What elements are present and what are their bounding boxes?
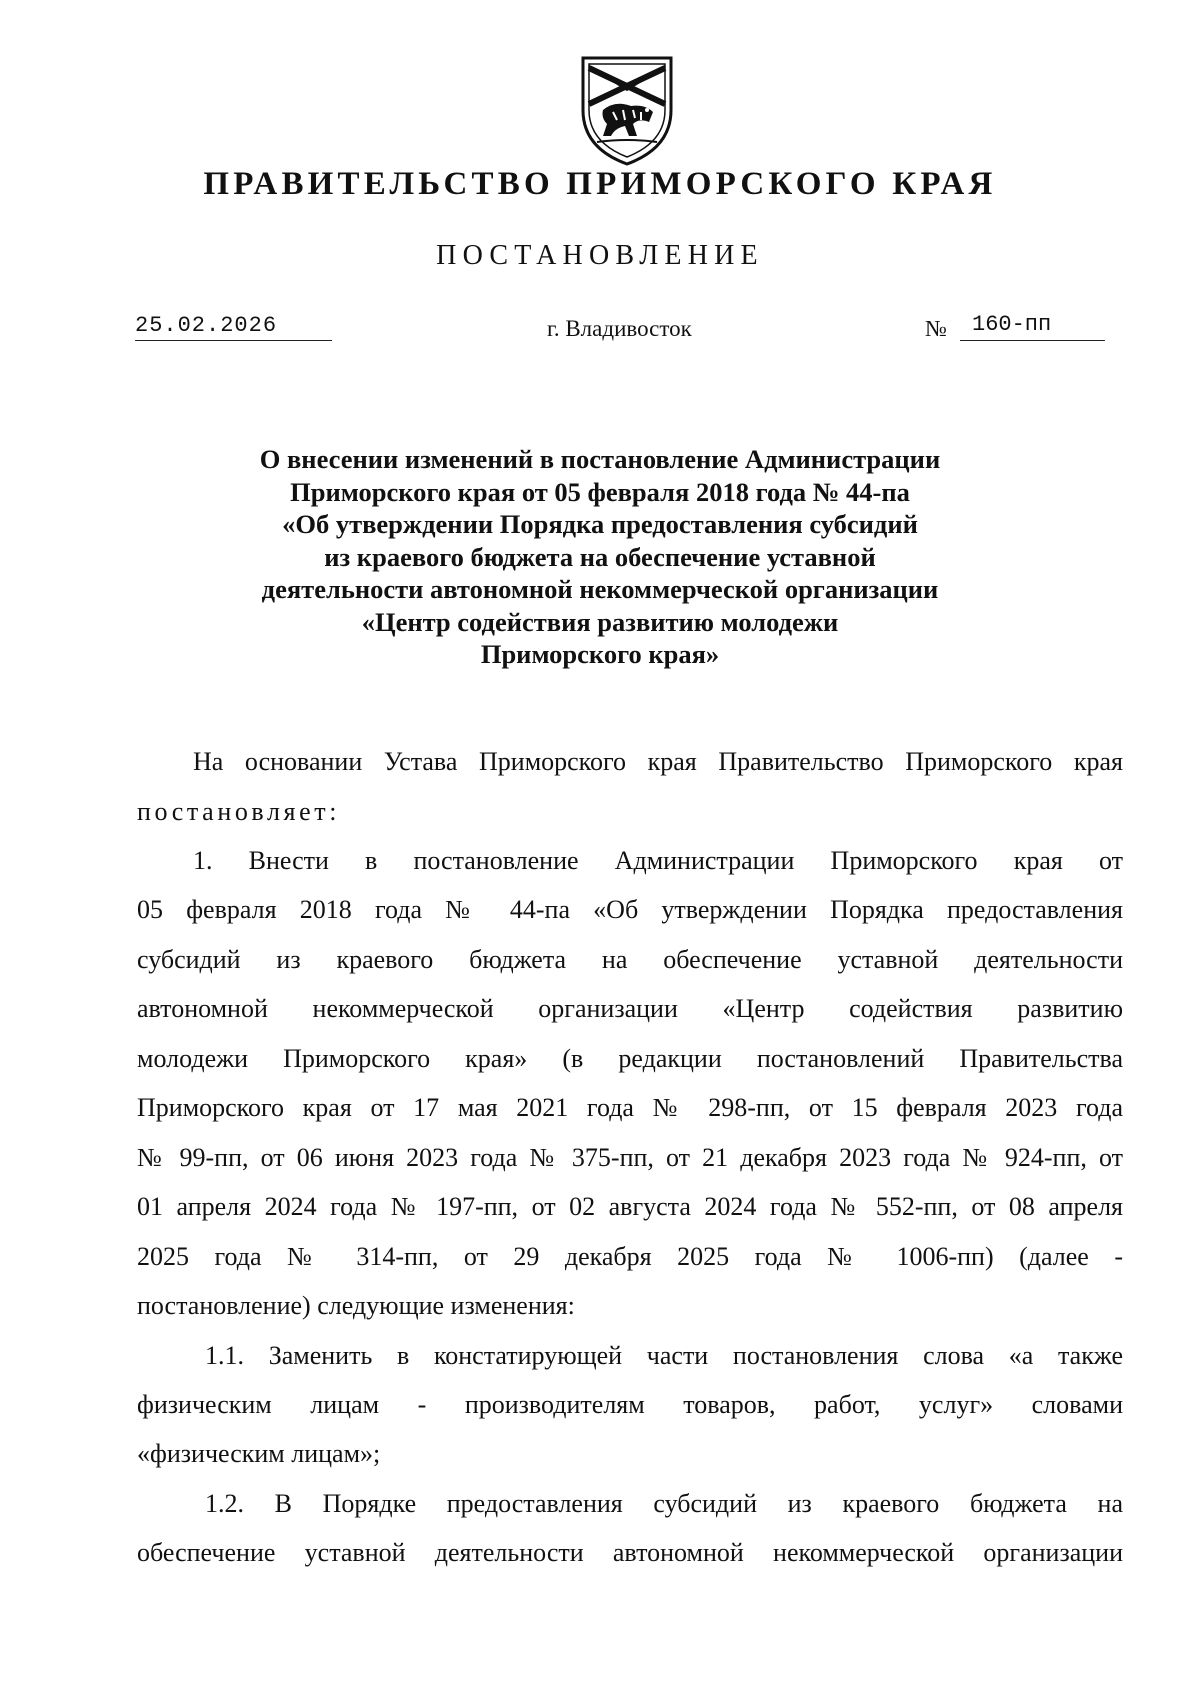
title-line: Приморского края от 05 февраля 2018 года № 44-па <box>290 476 910 507</box>
body-line: физическим лицам - производителям товаров, работ, услуг» словами <box>137 1390 1123 1419</box>
number-sign: № <box>925 316 947 341</box>
title-line: «Центр содействия развитию молодежи <box>361 606 839 637</box>
coat-of-arms-emblem <box>575 48 679 170</box>
body-line: 1. Внести в постановление Администрации Приморского края от <box>193 846 1123 875</box>
organization-name: ПРАВИТЕЛЬСТВО ПРИМОРСКОГО КРАЯ <box>203 166 997 202</box>
body-line: постановление) следующие изменения: <box>137 1291 575 1320</box>
body-line: № 99-пп, от 06 июня 2023 года № 375-пп, от 21 декабря 2023 года № 924-пп, от <box>137 1143 1123 1172</box>
body-line: На основании Устава Приморского края Правительство Приморского края <box>193 747 1123 776</box>
body-line: 05 февраля 2018 года № 44-па «Об утверждении Порядка предоставления <box>137 895 1123 924</box>
title-line: из краевого бюджета на обеспечение уставной <box>324 541 876 572</box>
document-date: 25.02.2026 <box>135 313 332 341</box>
body-line: «физическим лицам»; <box>137 1439 381 1468</box>
title-line: деятельности автономной некоммерческой организации <box>261 574 939 604</box>
document-type: ПОСТАНОВЛЕНИЕ <box>436 240 764 271</box>
body-line: 01 апреля 2024 года № 197-пп, от 02 августа 2024 года № 552-пп, от 08 апреля <box>137 1192 1123 1221</box>
document-title <box>150 443 1050 671</box>
body-line: 1.2. В Порядке предоставления субсидий из краевого бюджета на <box>205 1489 1123 1518</box>
body-line: обеспечение уставной деятельности автономной некоммерческой организации <box>137 1538 1123 1567</box>
body-line: молодежи Приморского края» (в редакции постановлений Правительства <box>137 1044 1123 1073</box>
title-line: «Об утверждении Порядка предоставления субсидий <box>282 509 918 539</box>
body-line: автономной некоммерческой организации «Центр содействия развитию <box>137 994 1123 1023</box>
body-line: Приморского края от 17 мая 2021 года № 298-пп, от 15 февраля 2023 года <box>137 1093 1123 1122</box>
document-number: 160-пп <box>960 312 1105 341</box>
body-line: 2025 года № 314-пп, от 29 декабря 2025 года № 1006-пп) (далее - <box>137 1242 1123 1271</box>
document-city: г. Владивосток <box>547 316 692 341</box>
title-line: Приморского края» <box>480 639 720 669</box>
title-line: О внесении изменений в постановление Администрации <box>259 444 941 474</box>
body-line: субсидий из краевого бюджета на обеспечение уставной деятельности <box>137 945 1123 974</box>
body-line: 1.1. Заменить в констатирующей части постановления слова «а также <box>205 1341 1123 1370</box>
body-line: постановляет: <box>137 797 341 826</box>
